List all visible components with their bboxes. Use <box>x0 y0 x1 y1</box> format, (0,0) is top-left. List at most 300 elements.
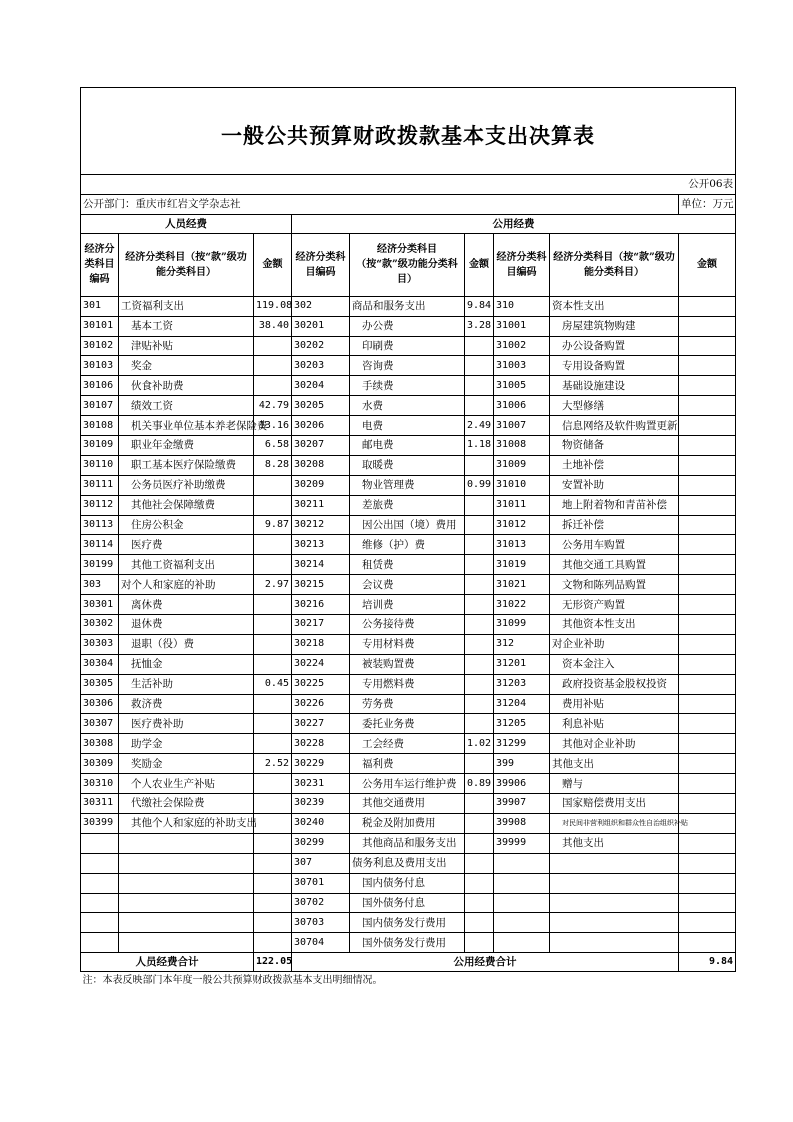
personnel-name-cell: 退休费 <box>119 615 254 635</box>
table-row <box>81 853 736 873</box>
capital-name-cell: 费用补贴 <box>550 694 679 714</box>
header-code: 经济分类科目编码 <box>494 233 550 296</box>
personnel-code-cell: 301 <box>81 296 119 316</box>
capital-code-cell: 31001 <box>494 316 550 336</box>
capital-name-cell: 其他支出 <box>550 754 679 774</box>
public-name-cell: 会议费 <box>350 575 465 595</box>
personnel-name-cell: 其他工资福利支出 <box>119 555 254 575</box>
capital-name-cell: 其他支出 <box>550 833 679 853</box>
public-amount-cell <box>465 495 494 515</box>
personnel-code-cell: 30111 <box>81 475 119 495</box>
table-row <box>81 813 736 833</box>
personnel-amount-cell <box>254 555 292 575</box>
capital-code-cell: 31003 <box>494 356 550 376</box>
personnel-name-cell: 奖金 <box>119 356 254 376</box>
table-row <box>81 833 736 853</box>
public-amount-cell: 9.84 <box>465 296 494 316</box>
capital-amount-cell <box>679 873 736 893</box>
personnel-amount-cell <box>254 615 292 635</box>
capital-name-cell: 无形资产购置 <box>550 595 679 615</box>
form-number: 公开06表 <box>81 175 736 195</box>
header-code: 经济分类科目编码 <box>292 233 350 296</box>
public-name-cell: 水费 <box>350 396 465 416</box>
public-amount-cell <box>465 575 494 595</box>
capital-code-cell <box>494 933 550 953</box>
public-name-cell: 其他商品和服务支出 <box>350 833 465 853</box>
personnel-name-cell <box>119 853 254 873</box>
capital-amount-cell <box>679 774 736 794</box>
public-name-cell: 工会经费 <box>350 734 465 754</box>
table-row <box>81 873 736 893</box>
personnel-code-cell: 30308 <box>81 734 119 754</box>
capital-code-cell <box>494 873 550 893</box>
capital-name-cell: 土地补偿 <box>550 455 679 475</box>
capital-amount-cell <box>679 396 736 416</box>
table-row <box>81 595 736 615</box>
public-name-cell: 商品和服务支出 <box>350 296 465 316</box>
personnel-code-cell: 30109 <box>81 436 119 456</box>
personnel-amount-cell <box>254 794 292 814</box>
public-amount-cell <box>465 396 494 416</box>
personnel-code-cell <box>81 853 119 873</box>
public-name-cell: 债务利息及费用支出 <box>350 853 465 873</box>
header-name: 经济分类科目（按“款”级功能分类科目） <box>550 233 679 296</box>
header-amount: 金额 <box>465 233 494 296</box>
public-name-cell: 办公费 <box>350 316 465 336</box>
public-code-cell: 30207 <box>292 436 350 456</box>
public-amount-cell <box>465 634 494 654</box>
personnel-amount-cell: 13.16 <box>254 416 292 436</box>
public-code-cell: 30703 <box>292 913 350 933</box>
public-name-cell: 电费 <box>350 416 465 436</box>
personnel-code-cell: 30309 <box>81 754 119 774</box>
personnel-name-cell: 其他个人和家庭的补助支出 <box>119 813 254 833</box>
public-code-cell: 302 <box>292 296 350 316</box>
capital-name-cell: 对企业补助 <box>550 634 679 654</box>
capital-amount-cell <box>679 495 736 515</box>
capital-amount-cell <box>679 436 736 456</box>
public-name-cell: 国外债务发行费用 <box>350 933 465 953</box>
personnel-amount-cell: 8.28 <box>254 455 292 475</box>
public-code-cell: 30216 <box>292 595 350 615</box>
personnel-name-cell: 个人农业生产补贴 <box>119 774 254 794</box>
capital-name-cell: 房屋建筑物购建 <box>550 316 679 336</box>
public-amount-cell <box>465 813 494 833</box>
capital-code-cell: 31019 <box>494 555 550 575</box>
capital-code-cell: 31203 <box>494 674 550 694</box>
personnel-name-cell: 离休费 <box>119 595 254 615</box>
capital-amount-cell <box>679 734 736 754</box>
public-code-cell: 30229 <box>292 754 350 774</box>
public-total-label: 公用经费合计 <box>292 953 679 972</box>
personnel-name-cell: 抚恤金 <box>119 654 254 674</box>
table-row <box>81 416 736 436</box>
capital-amount-cell <box>679 515 736 535</box>
public-amount-cell <box>465 654 494 674</box>
personnel-name-cell: 机关事业单位基本养老保险费 <box>119 416 254 436</box>
page-title: 一般公共预算财政拨款基本支出决算表 <box>81 98 736 175</box>
personnel-code-cell <box>81 893 119 913</box>
personnel-amount-cell <box>254 475 292 495</box>
personnel-name-cell: 职业年金缴费 <box>119 436 254 456</box>
personnel-amount-cell <box>254 535 292 555</box>
capital-amount-cell <box>679 694 736 714</box>
table-row <box>81 396 736 416</box>
public-name-cell: 取暖费 <box>350 455 465 475</box>
public-amount-cell <box>465 933 494 953</box>
personnel-amount-cell <box>254 893 292 913</box>
public-name-cell: 培训费 <box>350 595 465 615</box>
personnel-name-cell: 其他社会保障缴费 <box>119 495 254 515</box>
public-code-cell: 30211 <box>292 495 350 515</box>
capital-code-cell: 31021 <box>494 575 550 595</box>
capital-code-cell: 31007 <box>494 416 550 436</box>
public-code-cell: 30240 <box>292 813 350 833</box>
personnel-amount-cell <box>254 873 292 893</box>
public-code-cell: 30208 <box>292 455 350 475</box>
personnel-code-cell: 30305 <box>81 674 119 694</box>
capital-amount-cell <box>679 634 736 654</box>
personnel-code-cell: 30107 <box>81 396 119 416</box>
capital-code-cell: 31012 <box>494 515 550 535</box>
capital-code-cell: 39999 <box>494 833 550 853</box>
public-amount-cell <box>465 694 494 714</box>
public-code-cell: 30227 <box>292 714 350 734</box>
personnel-code-cell <box>81 873 119 893</box>
capital-code-cell <box>494 893 550 913</box>
public-code-cell: 30214 <box>292 555 350 575</box>
public-code-cell: 30231 <box>292 774 350 794</box>
personnel-amount-cell: 0.45 <box>254 674 292 694</box>
personnel-amount-cell <box>254 356 292 376</box>
table-row <box>81 913 736 933</box>
capital-name-cell: 其他对企业补助 <box>550 734 679 754</box>
personnel-name-cell: 津贴补贴 <box>119 336 254 356</box>
personnel-amount-cell <box>254 376 292 396</box>
capital-name-cell: 资本金注入 <box>550 654 679 674</box>
public-amount-cell <box>465 595 494 615</box>
department-label: 公开部门：重庆市红岩文学杂志社 <box>81 194 679 214</box>
personnel-amount-cell <box>254 495 292 515</box>
personnel-name-cell: 生活补助 <box>119 674 254 694</box>
personnel-code-cell: 30108 <box>81 416 119 436</box>
public-name-cell: 手续费 <box>350 376 465 396</box>
personnel-code-cell: 30303 <box>81 634 119 654</box>
personnel-amount-cell: 2.52 <box>254 754 292 774</box>
personnel-amount-cell: 9.87 <box>254 515 292 535</box>
capital-code-cell: 31011 <box>494 495 550 515</box>
public-name-cell: 委托业务费 <box>350 714 465 734</box>
top-blank <box>81 88 736 99</box>
capital-name-cell: 信息网络及软件购置更新 <box>550 416 679 436</box>
personnel-code-cell: 30106 <box>81 376 119 396</box>
personnel-name-cell: 伙食补助费 <box>119 376 254 396</box>
capital-code-cell: 31204 <box>494 694 550 714</box>
personnel-code-cell: 30103 <box>81 356 119 376</box>
capital-code-cell <box>494 913 550 933</box>
header-name: 经济分类科目（按“款”级功能分类科目） <box>350 233 465 296</box>
public-code-cell: 30202 <box>292 336 350 356</box>
capital-code-cell: 31022 <box>494 595 550 615</box>
table-row <box>81 714 736 734</box>
public-name-cell: 因公出国（境）费用 <box>350 515 465 535</box>
table-row <box>81 455 736 475</box>
budget-sheet <box>80 87 735 990</box>
capital-name-cell <box>550 933 679 953</box>
capital-name-cell <box>550 873 679 893</box>
personnel-amount-cell: 119.08 <box>254 296 292 316</box>
capital-code-cell: 31201 <box>494 654 550 674</box>
public-amount-cell: 1.18 <box>465 436 494 456</box>
personnel-name-cell: 救济费 <box>119 694 254 714</box>
capital-name-cell: 专用设备购置 <box>550 356 679 376</box>
public-code-cell: 30205 <box>292 396 350 416</box>
public-name-cell: 租赁费 <box>350 555 465 575</box>
public-amount-cell: 1.02 <box>465 734 494 754</box>
personnel-code-cell <box>81 833 119 853</box>
public-code-cell: 30212 <box>292 515 350 535</box>
personnel-amount-cell <box>254 833 292 853</box>
capital-name-cell: 资本性支出 <box>550 296 679 316</box>
capital-amount-cell <box>679 296 736 316</box>
capital-code-cell: 399 <box>494 754 550 774</box>
public-name-cell: 被装购置费 <box>350 654 465 674</box>
personnel-name-cell <box>119 913 254 933</box>
personnel-code-cell: 30311 <box>81 794 119 814</box>
public-code-cell: 30228 <box>292 734 350 754</box>
personnel-code-cell <box>81 913 119 933</box>
capital-name-cell: 拆迁补偿 <box>550 515 679 535</box>
personnel-amount-cell: 38.40 <box>254 316 292 336</box>
public-code-cell: 30239 <box>292 794 350 814</box>
public-code-cell: 30704 <box>292 933 350 953</box>
public-name-cell: 差旅费 <box>350 495 465 515</box>
capital-code-cell <box>494 853 550 873</box>
public-code-cell: 30201 <box>292 316 350 336</box>
personnel-amount-cell: 42.79 <box>254 396 292 416</box>
capital-amount-cell <box>679 535 736 555</box>
capital-code-cell: 31002 <box>494 336 550 356</box>
public-code-cell: 30206 <box>292 416 350 436</box>
table-row <box>81 615 736 635</box>
personnel-name-cell: 助学金 <box>119 734 254 754</box>
public-code-cell: 30702 <box>292 893 350 913</box>
public-total-amount: 9.84 <box>679 953 736 972</box>
capital-amount-cell <box>679 654 736 674</box>
capital-amount-cell <box>679 555 736 575</box>
personnel-name-cell <box>119 893 254 913</box>
personnel-name-cell <box>119 873 254 893</box>
personnel-total-amount: 122.05 <box>254 953 292 972</box>
capital-amount-cell <box>679 933 736 953</box>
public-amount-cell <box>465 873 494 893</box>
public-code-cell: 30213 <box>292 535 350 555</box>
public-code-cell: 30226 <box>292 694 350 714</box>
personnel-code-cell: 30307 <box>81 714 119 734</box>
capital-amount-cell <box>679 853 736 873</box>
public-code-cell: 30701 <box>292 873 350 893</box>
personnel-code-cell: 303 <box>81 575 119 595</box>
capital-code-cell: 31009 <box>494 455 550 475</box>
personnel-amount-cell <box>254 853 292 873</box>
personnel-code-cell: 30199 <box>81 555 119 575</box>
capital-amount-cell <box>679 475 736 495</box>
personnel-code-cell: 30110 <box>81 455 119 475</box>
table-row <box>81 774 736 794</box>
capital-amount-cell <box>679 455 736 475</box>
personnel-name-cell: 对个人和家庭的补助 <box>119 575 254 595</box>
capital-name-cell: 基础设施建设 <box>550 376 679 396</box>
table-note: 注：本表反映部门本年度一般公共预算财政拨款基本支出明细情况。 <box>82 975 383 987</box>
capital-amount-cell <box>679 316 736 336</box>
table-row <box>81 296 736 316</box>
personnel-name-cell: 绩效工资 <box>119 396 254 416</box>
table-row <box>81 634 736 654</box>
personnel-code-cell: 30304 <box>81 654 119 674</box>
capital-code-cell: 31013 <box>494 535 550 555</box>
public-code-cell: 30217 <box>292 615 350 635</box>
table-row <box>81 376 736 396</box>
table-row <box>81 734 736 754</box>
table-row <box>81 475 736 495</box>
public-amount-cell <box>465 913 494 933</box>
capital-amount-cell <box>679 893 736 913</box>
personnel-amount-cell <box>254 694 292 714</box>
personnel-code-cell: 30301 <box>81 595 119 615</box>
public-name-cell: 邮电费 <box>350 436 465 456</box>
public-name-cell: 劳务费 <box>350 694 465 714</box>
capital-code-cell: 31205 <box>494 714 550 734</box>
personnel-amount-cell <box>254 813 292 833</box>
personnel-amount-cell: 6.58 <box>254 436 292 456</box>
capital-code-cell: 31010 <box>494 475 550 495</box>
capital-amount-cell <box>679 416 736 436</box>
group-public: 公用经费 <box>292 214 736 233</box>
personnel-name-cell: 奖励金 <box>119 754 254 774</box>
personnel-total-label: 人员经费合计 <box>81 953 254 972</box>
unit-label: 单位：万元 <box>679 194 736 214</box>
public-code-cell: 30218 <box>292 634 350 654</box>
public-amount-cell <box>465 336 494 356</box>
personnel-amount-cell <box>254 714 292 734</box>
public-code-cell: 30225 <box>292 674 350 694</box>
personnel-name-cell: 医疗费补助 <box>119 714 254 734</box>
table-row <box>81 654 736 674</box>
capital-name-cell: 物资储备 <box>550 436 679 456</box>
public-amount-cell <box>465 833 494 853</box>
personnel-amount-cell <box>254 933 292 953</box>
personnel-code-cell: 30113 <box>81 515 119 535</box>
personnel-code-cell: 30302 <box>81 615 119 635</box>
personnel-name-cell: 基本工资 <box>119 316 254 336</box>
personnel-code-cell: 30399 <box>81 813 119 833</box>
public-code-cell: 30204 <box>292 376 350 396</box>
table-row <box>81 535 736 555</box>
capital-name-cell: 公务用车购置 <box>550 535 679 555</box>
public-code-cell: 30203 <box>292 356 350 376</box>
public-code-cell: 30224 <box>292 654 350 674</box>
personnel-name-cell: 代缴社会保险费 <box>119 794 254 814</box>
public-name-cell: 税金及附加费用 <box>350 813 465 833</box>
personnel-code-cell: 30114 <box>81 535 119 555</box>
capital-amount-cell <box>679 376 736 396</box>
personnel-code-cell: 30112 <box>81 495 119 515</box>
public-code-cell: 307 <box>292 853 350 873</box>
public-amount-cell <box>465 356 494 376</box>
capital-name-cell: 大型修缮 <box>550 396 679 416</box>
personnel-name-cell <box>119 933 254 953</box>
capital-name-cell: 其他交通工具购置 <box>550 555 679 575</box>
public-name-cell: 福利费 <box>350 754 465 774</box>
capital-name-cell: 利息补贴 <box>550 714 679 734</box>
capital-amount-cell <box>679 595 736 615</box>
header-code: 经济分类科目编码 <box>81 233 119 296</box>
personnel-amount-cell <box>254 634 292 654</box>
capital-amount-cell <box>679 615 736 635</box>
capital-name-cell: 安置补助 <box>550 475 679 495</box>
capital-code-cell: 39908 <box>494 813 550 833</box>
public-code-cell: 30299 <box>292 833 350 853</box>
capital-name-cell: 赠与 <box>550 774 679 794</box>
capital-code-cell: 39906 <box>494 774 550 794</box>
table-row <box>81 436 736 456</box>
capital-amount-cell <box>679 913 736 933</box>
public-amount-cell <box>465 714 494 734</box>
public-amount-cell <box>465 794 494 814</box>
header-name: 经济分类科目（按“款”级功能分类科目） <box>119 233 254 296</box>
capital-name-cell <box>550 853 679 873</box>
personnel-name-cell: 住房公积金 <box>119 515 254 535</box>
public-name-cell: 物业管理费 <box>350 475 465 495</box>
table-row <box>81 495 736 515</box>
public-amount-cell: 0.99 <box>465 475 494 495</box>
capital-name-cell: 政府投资基金股权投资 <box>550 674 679 694</box>
capital-name-cell: 国家赔偿费用支出 <box>550 794 679 814</box>
public-name-cell: 公务接待费 <box>350 615 465 635</box>
table-row <box>81 893 736 913</box>
header-amount: 金额 <box>679 233 736 296</box>
capital-name-cell: 其他资本性支出 <box>550 615 679 635</box>
capital-name-cell: 文物和陈列品购置 <box>550 575 679 595</box>
personnel-code-cell <box>81 933 119 953</box>
capital-code-cell: 31008 <box>494 436 550 456</box>
table-row <box>81 336 736 356</box>
personnel-code-cell: 30102 <box>81 336 119 356</box>
capital-name-cell: 办公设备购置 <box>550 336 679 356</box>
public-amount-cell <box>465 615 494 635</box>
public-amount-cell <box>465 455 494 475</box>
personnel-amount-cell <box>254 774 292 794</box>
personnel-amount-cell: 2.97 <box>254 575 292 595</box>
public-amount-cell: 2.49 <box>465 416 494 436</box>
public-name-cell: 国内债务发行费用 <box>350 913 465 933</box>
table-row <box>81 794 736 814</box>
personnel-name-cell: 医疗费 <box>119 535 254 555</box>
capital-amount-cell <box>679 575 736 595</box>
group-personnel: 人员经费 <box>81 214 292 233</box>
table-row <box>81 515 736 535</box>
public-amount-cell: 3.28 <box>465 316 494 336</box>
personnel-name-cell <box>119 833 254 853</box>
public-amount-cell <box>465 674 494 694</box>
public-name-cell: 国内债务付息 <box>350 873 465 893</box>
personnel-amount-cell <box>254 336 292 356</box>
public-code-cell: 30209 <box>292 475 350 495</box>
public-name-cell: 咨询费 <box>350 356 465 376</box>
personnel-name-cell: 工资福利支出 <box>119 296 254 316</box>
public-name-cell: 专用材料费 <box>350 634 465 654</box>
public-amount-cell <box>465 754 494 774</box>
